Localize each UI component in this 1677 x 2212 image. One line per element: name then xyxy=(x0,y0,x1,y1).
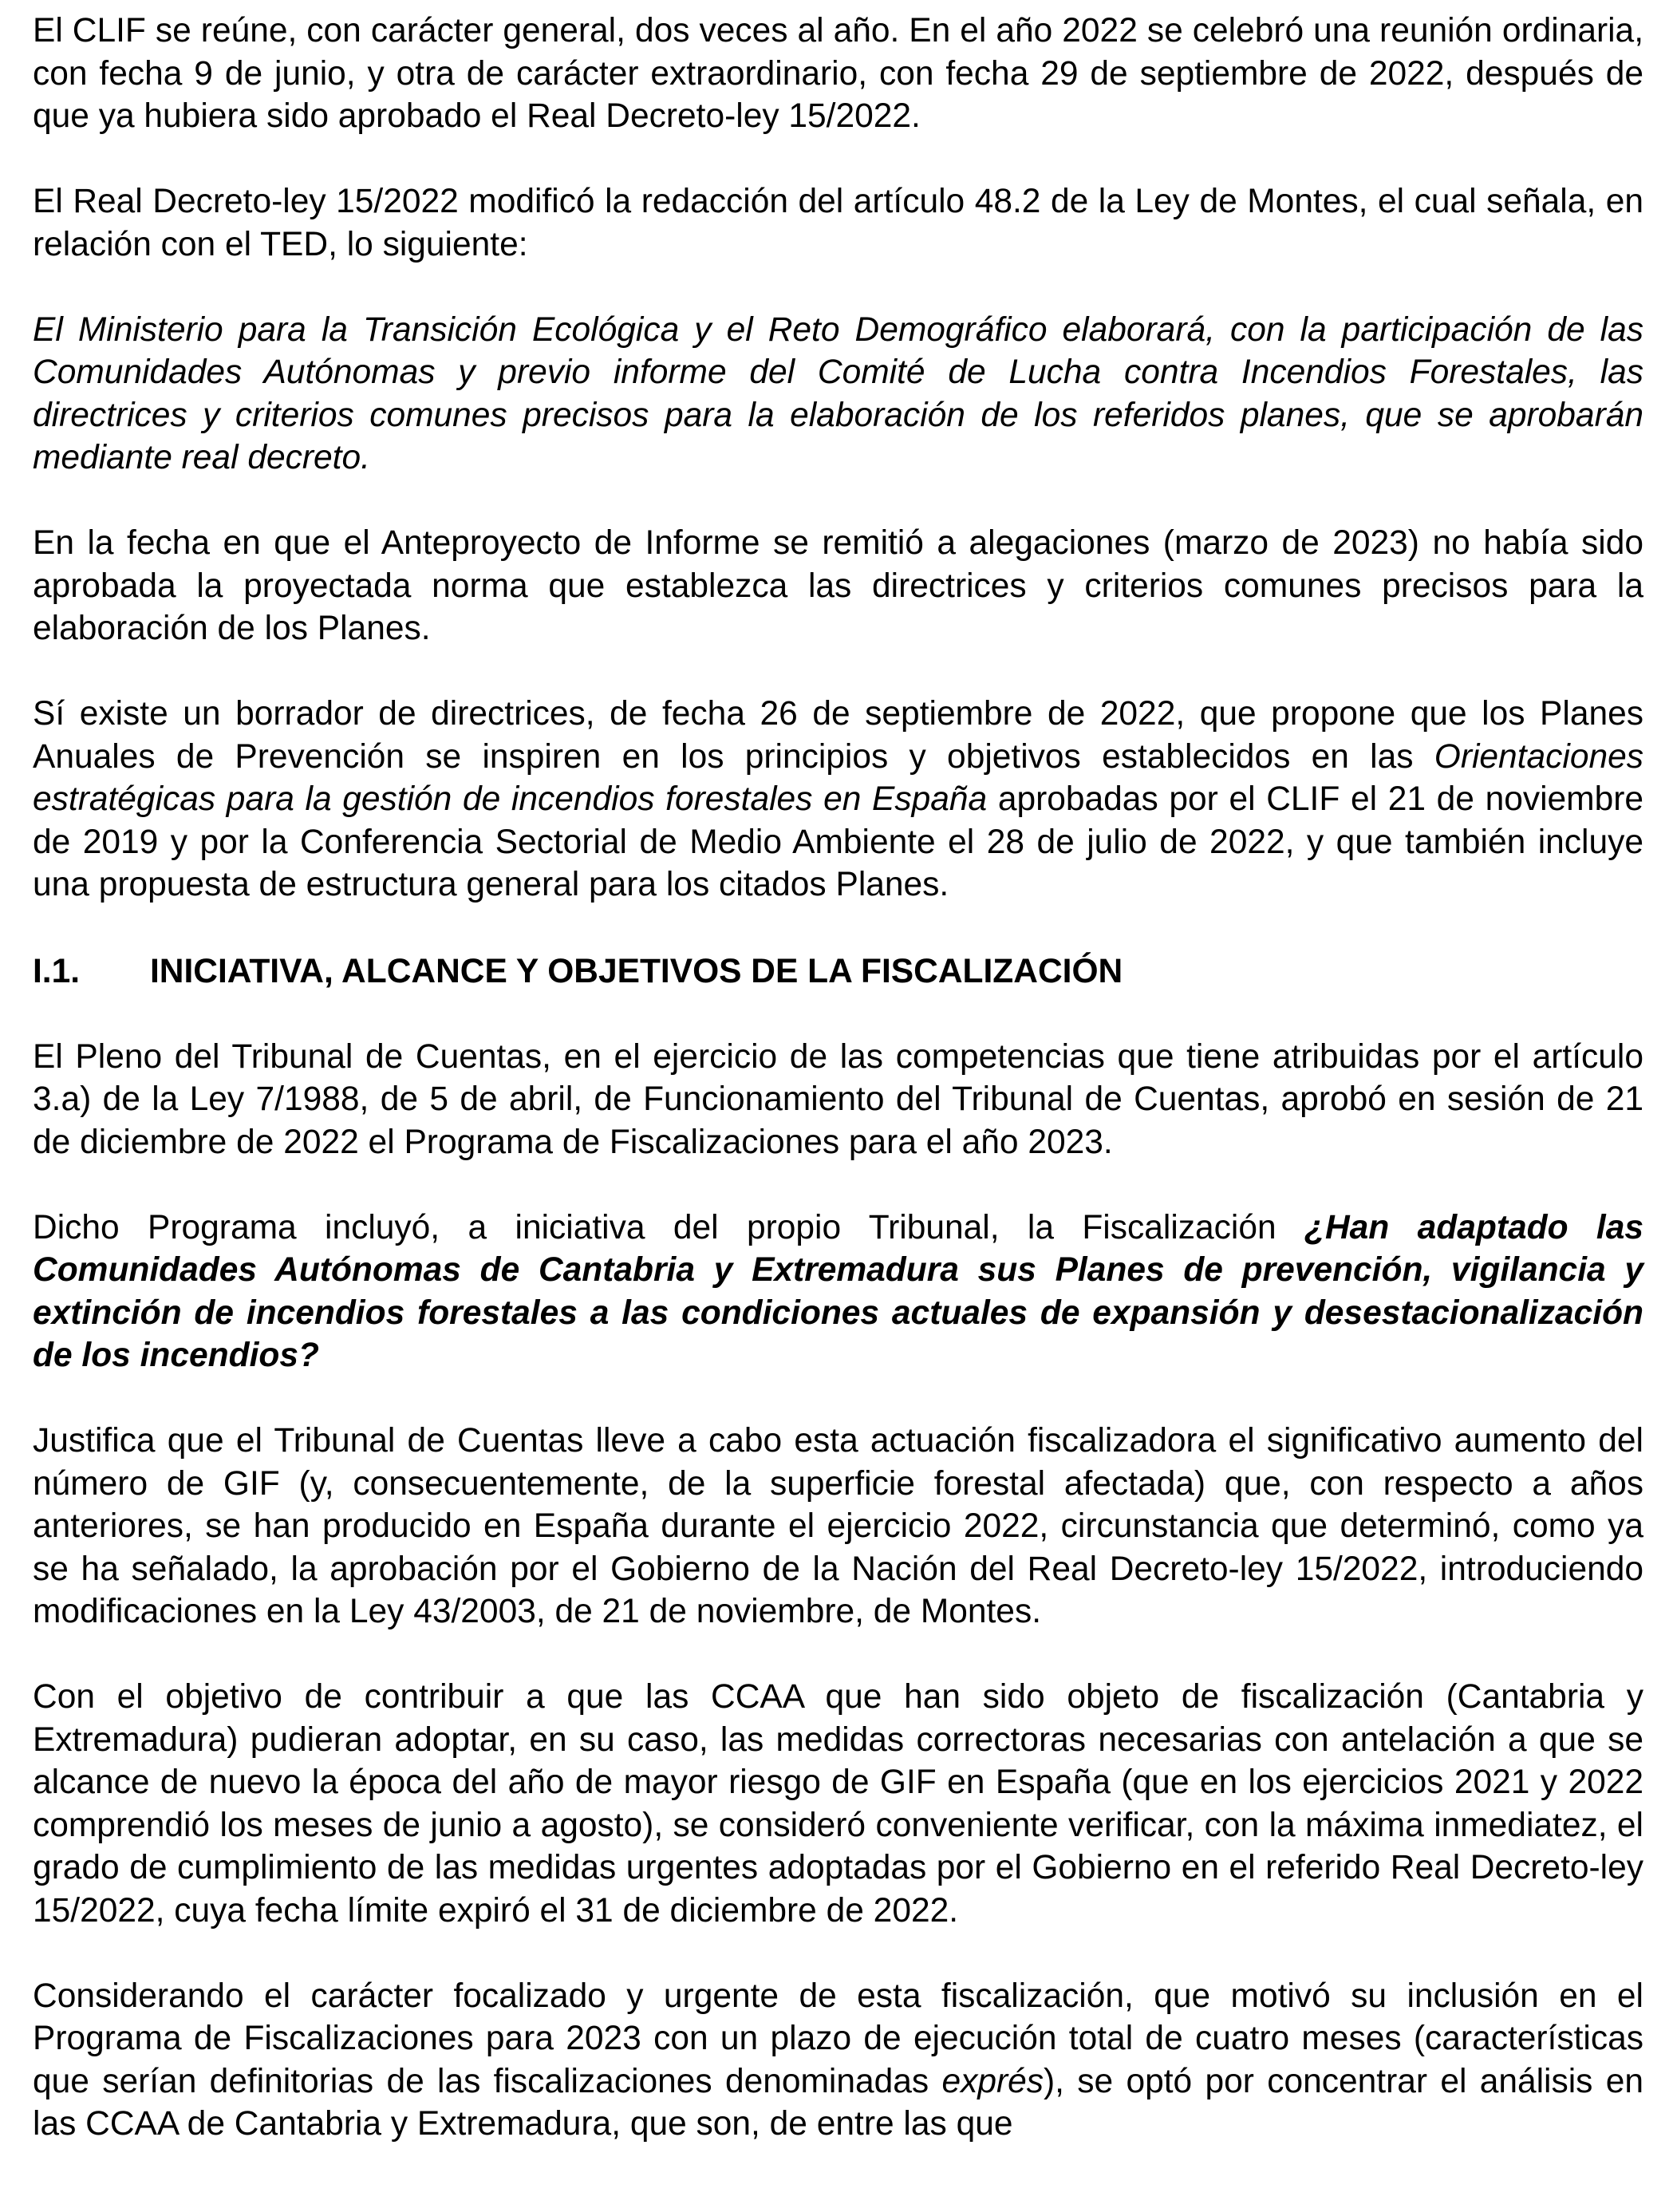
paragraph-text: El Real Decreto-ley 15/2022 modificó la redacción del artículo 48.2 de la Ley de Montes, el cual señala, en relación con el TED, lo siguiente: xyxy=(33,183,1643,263)
paragraph-text: Justifica que el Tribunal de Cuentas lleve a cabo esta actuación fiscalizadora el significativo aumento del número de GIF (y, consecuentemente, de la superficie forestal afectada) que, con respecto a años anteriores, se han producido en España durante el ejercicio 2022, circunstancia que determinó, como ya se ha señalado, la aprobación por el Gobierno de la Nación del Real Decreto-ley 15/2022, introduciendo modificaciones en la Ley 43/2003, de 21 de noviembre, de Montes. xyxy=(33,1422,1643,1630)
paragraph-borrador-directrices xyxy=(33,693,1643,907)
italic-term-expres: exprés xyxy=(941,2062,1044,2100)
paragraph-objetivo xyxy=(33,1676,1643,1932)
paragraph-text: ), se optó por concentrar el análisis en las CCAA de Cantabria y Extremadura, que son, de entre las que xyxy=(33,2062,1644,2143)
fiscalizacion-title: ¿Han adaptado las Comunidades Autónomas de Cantabria y Extremadura sus Planes de prevención, vigilancia y extinción de incendios forestales a las condiciones actuales de expansión y desestacionalización de los incendios? xyxy=(33,1208,1643,1374)
section-heading xyxy=(33,950,1643,993)
quoted-article-48-2 xyxy=(33,309,1643,480)
paragraph-rdl-modification xyxy=(33,180,1643,266)
paragraph-caracter-focalizado xyxy=(33,1975,1643,2146)
paragraph-text: Considerando el carácter focalizado y urgente de esta fiscalización, que motivó su inclusión en el Programa de Fiscalizaciones para 2023 con un plazo de ejecución total de cuatro meses (características que serían definitorias de las fiscalizaciones denominadas xyxy=(33,1977,1643,2100)
paragraph-justificacion xyxy=(33,1420,1643,1633)
section-title: INICIATIVA, ALCANCE Y OBJETIVOS DE LA FISCALIZACIÓN xyxy=(150,952,1123,990)
paragraph-anteproyecto xyxy=(33,522,1643,650)
paragraph-clif-meetings xyxy=(33,10,1643,138)
quote-text: El Ministerio para la Transición Ecológica y el Reto Demográfico elaborará, con la participación de las Comunidades Autónomas y previo informe del Comité de Lucha contra Incendios Forestales, las directrices y criterios comunes precisos para la elaboración de los referidos planes, que se aprobarán mediante real decreto. xyxy=(33,310,1643,476)
paragraph-text: Sí existe un borrador de directrices, de fecha 26 de septiembre de 2022, que propone que los Planes Anuales de Prevención se inspiren en los principios y objetivos establecidos en las xyxy=(33,695,1643,776)
paragraph-programa-fiscalizacion xyxy=(33,1207,1643,1377)
paragraph-text: aprobadas por el CLIF el 21 de noviembre de 2019 y por la Conferencia Sectorial de Medio Ambiente el 28 de julio de 2022, y que también incluye una propuesta de estructura general para los citados Planes. xyxy=(33,780,1644,903)
paragraph-text: El Pleno del Tribunal de Cuentas, en el ejercicio de las competencias que tiene atribuidas por el artículo 3.a) de la Ley 7/1988, de 5 de abril, de Funcionamiento del Tribunal de Cuentas, aprobó en sesión de 21 de diciembre de 2022 el Programa de Fiscalizaciones para el año 2023. xyxy=(33,1037,1643,1161)
paragraph-text: Dicho Programa incluyó, a iniciativa del propio Tribunal, la Fiscalización xyxy=(33,1208,1304,1246)
paragraph-pleno-tribunal xyxy=(33,1036,1643,1164)
italic-title-orientaciones: Orientaciones estratégicas para la gestión de incendios forestales en España xyxy=(33,737,1643,818)
paragraph-text: Con el objetivo de contribuir a que las CCAA que han sido objeto de fiscalización (Cantabria y Extremadura) pudieran adoptar, en su caso, las medidas correctoras necesarias con antelación a que se alcance de nuevo la época del año de mayor riesgo de GIF en España (que en los ejercicios 2021 y 2022 comprendió los meses de junio a agosto), se consideró conveniente verificar, con la máxima inmediatez, el grado de cumplimiento de las medidas urgentes adoptadas por el Gobierno en el referido Real Decreto-ley 15/2022, cuya fecha límite expiró el 31 de diciembre de 2022. xyxy=(33,1678,1643,1930)
paragraph-text: En la fecha en que el Anteproyecto de Informe se remitió a alegaciones (marzo de 2023) no había sido aprobada la proyectada norma que establezca las directrices y criterios comunes precisos para la elaboración de los Planes. xyxy=(33,524,1643,647)
paragraph-text: El CLIF se reúne, con carácter general, dos veces al año. En el año 2022 se celebró una reunión ordinaria, con fecha 9 de junio, y otra de carácter extraordinario, con fecha 29 de septiembre de 2022, después de que ya hubiera sido aprobado el Real Decreto-ley 15/2022. xyxy=(33,12,1643,135)
section-number: I.1. xyxy=(33,952,81,990)
